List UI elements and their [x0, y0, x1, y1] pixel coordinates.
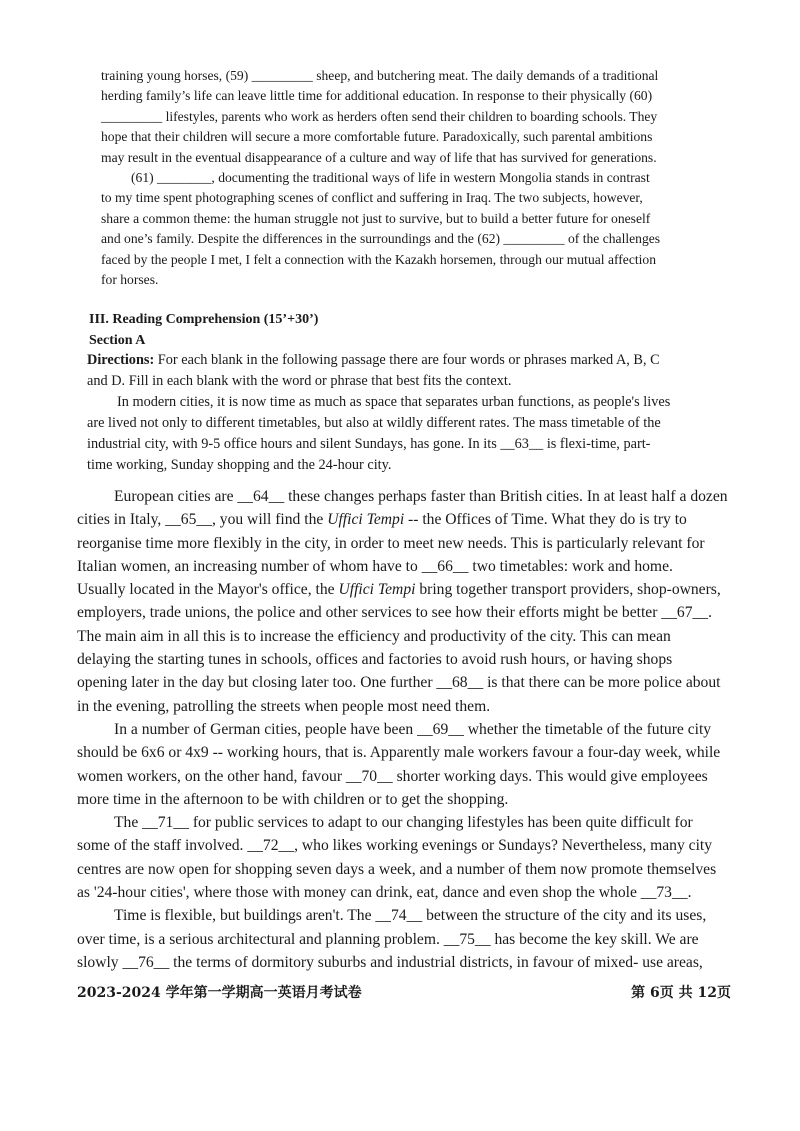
text-line: centres are now open for shopping seven days a week, and a number of them now promote themselves	[77, 860, 717, 878]
text-line	[77, 508, 749, 531]
text-line: in the evening, patrolling the streets when people most need them.	[77, 697, 491, 715]
text-line: Italian women, an increasing number of whom have to __66__ two timetables: work and home.	[77, 557, 673, 575]
text-line: over time, is a serious architectural and planning problem. __75__ has become the key skill. We are	[77, 930, 699, 948]
footer-page-number: 第 6页 共 12页	[631, 985, 731, 1001]
text-line: The __71__ for public services to adapt to our changing lifestyles has been quite difficult for	[114, 814, 693, 832]
text-line: (61) ________, documenting the traditional ways of life in western Mongolia stands in contrast	[131, 170, 650, 186]
text-line: European cities are __64__ these changes perhaps faster than British cities. In at least half a dozen	[114, 488, 728, 505]
passage-body	[77, 485, 749, 974]
text-line: for horses.	[101, 272, 159, 288]
text-line: training young horses, (59) _________ sheep, and butchering meat. The daily demands of a traditional	[101, 68, 659, 83]
text-line: In modern cities, it is now time as much as space that separates urban functions, as people's lives	[117, 393, 671, 410]
directions-line	[87, 350, 741, 371]
directions-label: Directions:	[87, 352, 155, 368]
text-line	[77, 578, 749, 601]
text-line: reorganise time more flexibly in the city, in order to meet new needs. This is particularly relevant for	[77, 534, 705, 552]
text-line: to my time spent photographing scenes of conflict and suffering in Iraq. The two subjects, however,	[101, 190, 643, 206]
text-span: -- the Offices of Time. What they do is try to	[404, 511, 687, 529]
text-line: In a number of German cities, people have been __69__ whether the timetable of the future city	[114, 720, 712, 738]
text-line: _________ lifestyles, parents who work as herders often send their children to boarding schools. They	[101, 108, 658, 124]
text-line: may result in the eventual disappearance of a culture and way of life that has survived for generations.	[101, 149, 657, 165]
text-span: Usually located in the Mayor's office, the	[77, 581, 339, 599]
text-span: bring together transport providers, shop-owners,	[415, 581, 721, 599]
text-line: opening later in the day but closing later too. One further __68__ is that there can be more police about	[77, 674, 721, 692]
text-line: hope that their children will secure a more comfortable future. Paradoxically, such parental ambitions	[101, 129, 653, 145]
text-line: time working, Sunday shopping and the 24-hour city.	[87, 456, 392, 473]
text-line: slowly __76__ the terms of dormitory suburbs and industrial districts, in favour of mixed- use areas,	[77, 953, 703, 971]
text-span: cities in Italy, __65__, you will find the	[77, 511, 328, 529]
directions-and-paragraph-1	[87, 350, 741, 475]
passage-continuation	[101, 66, 701, 290]
directions-line: and D. Fill in each blank with the word or phrase that best fits the context.	[87, 372, 512, 389]
text-line: faced by the people I met, I felt a connection with the Kazakh horsemen, through our mutual affection	[101, 251, 657, 267]
section-heading: III. Reading Comprehension (15’+30’)	[89, 312, 319, 327]
text-line: more time in the afternoon to be with children or to get the shopping.	[77, 790, 509, 808]
text-line: share a common theme: the human struggle not just to survive, but to build a better future for oneself	[101, 210, 651, 226]
text-line: Time is flexible, but buildings aren't. The __74__ between the structure of the city and its uses,	[114, 907, 707, 925]
section-subheading: Section A	[89, 333, 146, 348]
text-line: some of the staff involved. __72__, who likes working evenings or Sundays? Nevertheless, many city	[77, 837, 713, 855]
text-line: should be 6x6 or 4x9 -- working hours, that is. Apparently male workers favour a four-day week, while	[77, 744, 721, 762]
text-line: women workers, on the other hand, favour __70__ shorter working days. This would give employees	[77, 767, 708, 785]
italic-term: Uffici Tempi	[327, 511, 405, 529]
text-line: herding family’s life can leave little time for additional education. In response to their physically (60)	[101, 88, 653, 104]
text-line: and one’s family. Despite the differences in the surroundings and the (62) _________ of the challenges	[101, 231, 661, 247]
text-line: are lived not only to different timetables, but also at wildly different rates. The mass timetable of the	[87, 414, 661, 431]
text-line: The main aim in all this is to increase the efficiency and productivity of the city. This can mean	[77, 627, 671, 645]
text-line: as '24-hour cities', where those with money can drink, eat, dance and even shop the whole __73__.	[77, 884, 692, 902]
directions-text: For each blank in the following passage there are four words or phrases marked A, B, C	[154, 352, 660, 368]
text-line: delaying the starting tunes in schools, offices and factories to avoid rush hours, or having shops	[77, 651, 673, 669]
footer-exam-title: 2023-2024 学年第一学期高一英语月考试卷	[77, 985, 362, 1001]
italic-term: Uffici Tempi	[338, 581, 416, 599]
text-line: employers, trade unions, the police and other services to see how their efforts might be better __67__.	[77, 604, 712, 622]
text-line: industrial city, with 9-5 office hours and silent Sundays, has gone. In its __63__ is flexi-time, part-	[87, 435, 651, 452]
